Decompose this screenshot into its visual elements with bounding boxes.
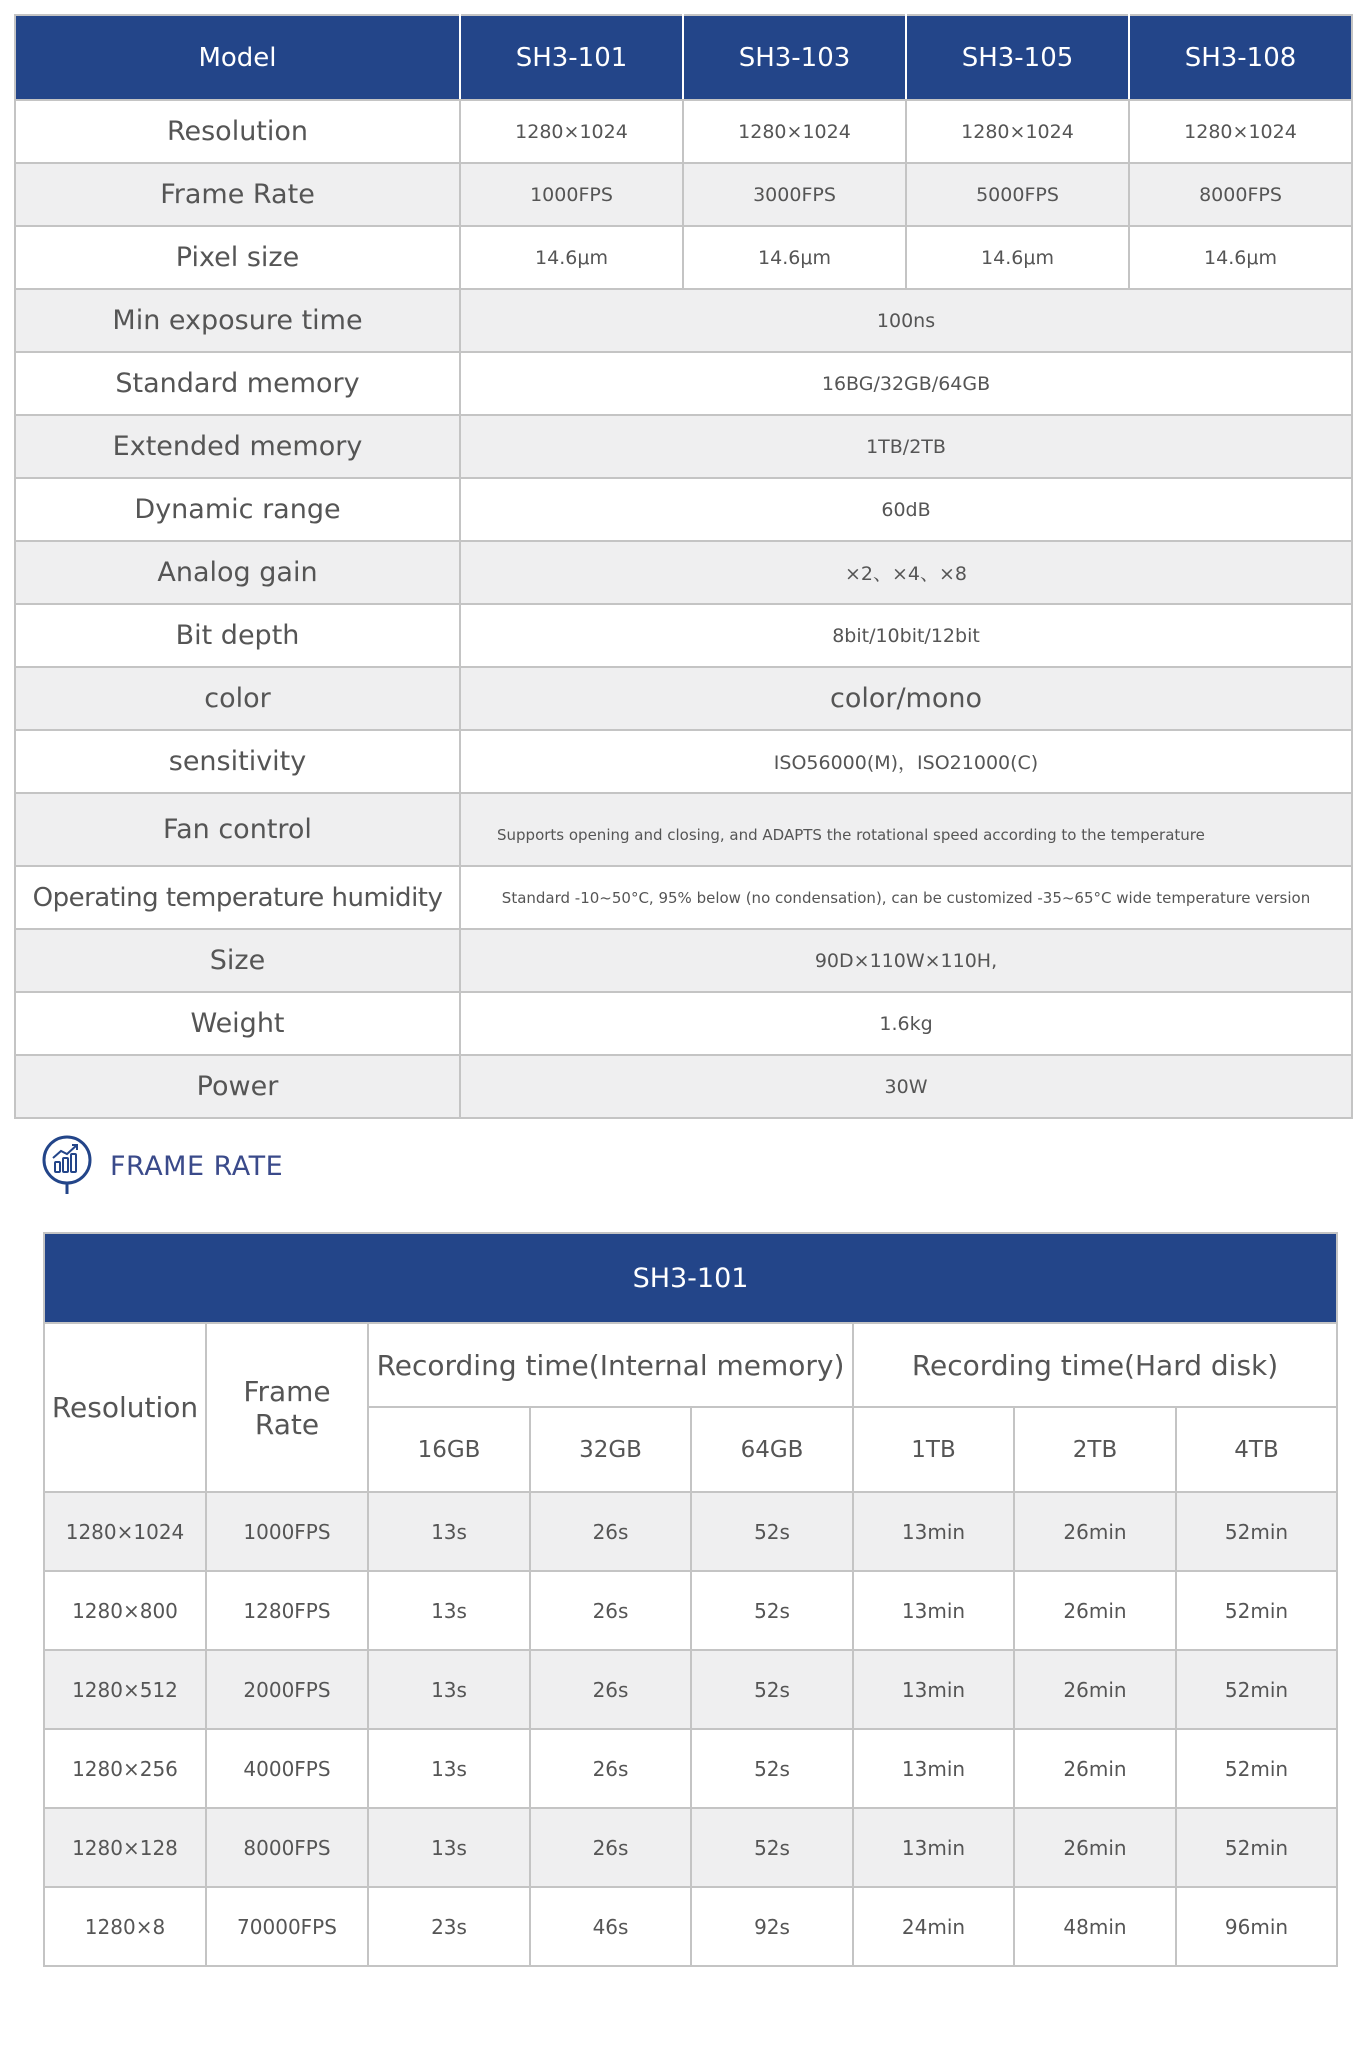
cell-time: 52s xyxy=(691,1650,853,1729)
cell-time: 13s xyxy=(368,1729,530,1808)
spec-row-operating-temp xyxy=(15,866,1352,929)
cell-time: 13s xyxy=(368,1571,530,1650)
model-header-row xyxy=(44,1233,1337,1323)
model-sh3-105: SH3-105 xyxy=(906,15,1129,100)
cell-time: 52min xyxy=(1176,1571,1337,1650)
row-label: Operating temperature humidity xyxy=(15,866,460,929)
cell-time: 52s xyxy=(691,1729,853,1808)
cell-value: ×2、×4、×8 xyxy=(460,541,1352,604)
cell-value: 1280×1024 xyxy=(460,100,683,163)
group-header-row xyxy=(44,1323,1337,1407)
cell-time: 13min xyxy=(853,1492,1014,1571)
row-label: Frame Rate xyxy=(15,163,460,226)
cell-time: 52s xyxy=(691,1808,853,1887)
cell-value: 8bit/10bit/12bit xyxy=(460,604,1352,667)
table-row xyxy=(44,1729,1337,1808)
spec-row-sensitivity xyxy=(15,730,1352,793)
cell-frame-rate: 4000FPS xyxy=(206,1729,368,1808)
cell-time: 13min xyxy=(853,1729,1014,1808)
spec-row-bit-depth xyxy=(15,604,1352,667)
cell-frame-rate: 8000FPS xyxy=(206,1808,368,1887)
cell-value: 1000FPS xyxy=(460,163,683,226)
cell-value: 100ns xyxy=(460,289,1352,352)
cell-resolution: 1280×800 xyxy=(44,1571,206,1650)
cell-time: 46s xyxy=(530,1887,691,1966)
spec-row-power xyxy=(15,1055,1352,1118)
cell-resolution: 1280×512 xyxy=(44,1650,206,1729)
table-row xyxy=(44,1808,1337,1887)
sub-header-32gb: 32GB xyxy=(530,1407,691,1492)
row-label: Weight xyxy=(15,992,460,1055)
spec-row-min-exposure xyxy=(15,289,1352,352)
row-label: Fan control xyxy=(15,793,460,866)
spec-row-extended-memory xyxy=(15,415,1352,478)
cell-time: 13s xyxy=(368,1650,530,1729)
row-label: Pixel size xyxy=(15,226,460,289)
cell-frame-rate: 1280FPS xyxy=(206,1571,368,1650)
model-sh3-103: SH3-103 xyxy=(683,15,906,100)
cell-value: 1280×1024 xyxy=(683,100,906,163)
table-row xyxy=(44,1650,1337,1729)
cell-time: 23s xyxy=(368,1887,530,1966)
cell-time: 13min xyxy=(853,1650,1014,1729)
row-label: Analog gain xyxy=(15,541,460,604)
cell-time: 13s xyxy=(368,1492,530,1571)
cell-time: 26min xyxy=(1014,1650,1176,1729)
sub-header-4tb: 4TB xyxy=(1176,1407,1337,1492)
frame-rate-table xyxy=(43,1232,1338,1967)
cell-value: 1280×1024 xyxy=(906,100,1129,163)
model-header: Model xyxy=(15,15,460,100)
cell-value: 14.6μm xyxy=(683,226,906,289)
cell-time: 26s xyxy=(530,1808,691,1887)
cell-value: 3000FPS xyxy=(683,163,906,226)
sub-header-16gb: 16GB xyxy=(368,1407,530,1492)
model-sh3-108: SH3-108 xyxy=(1129,15,1352,100)
spec-row-resolution xyxy=(15,100,1352,163)
spec-row-size xyxy=(15,929,1352,992)
cell-value: 8000FPS xyxy=(1129,163,1352,226)
cell-value: 1280×1024 xyxy=(1129,100,1352,163)
spec-table xyxy=(14,14,1353,1119)
cell-time: 26min xyxy=(1014,1571,1176,1650)
table-row xyxy=(44,1571,1337,1650)
cell-value: 14.6μm xyxy=(1129,226,1352,289)
spec-header-row xyxy=(15,15,1352,100)
spec-row-analog-gain xyxy=(15,541,1352,604)
row-label: color xyxy=(15,667,460,730)
spec-row-weight xyxy=(15,992,1352,1055)
cell-value: 14.6μm xyxy=(906,226,1129,289)
cell-resolution: 1280×128 xyxy=(44,1808,206,1887)
frame-rate-header: Frame Rate xyxy=(206,1323,368,1492)
cell-value: 1.6kg xyxy=(460,992,1352,1055)
model-sh3-101: SH3-101 xyxy=(460,15,683,100)
cell-time: 24min xyxy=(853,1887,1014,1966)
cell-time: 26min xyxy=(1014,1492,1176,1571)
spec-row-frame-rate xyxy=(15,163,1352,226)
cell-value: Supports opening and closing, and ADAPTS the rotational speed according to the temperature xyxy=(460,793,1352,866)
cell-resolution: 1280×8 xyxy=(44,1887,206,1966)
cell-value: 1TB/2TB xyxy=(460,415,1352,478)
row-label: Min exposure time xyxy=(15,289,460,352)
frame-rate-heading xyxy=(40,1136,283,1196)
sub-header-64gb: 64GB xyxy=(691,1407,853,1492)
spec-row-pixel-size xyxy=(15,226,1352,289)
row-label: Extended memory xyxy=(15,415,460,478)
cell-value: 90D×110W×110H, xyxy=(460,929,1352,992)
spec-row-color xyxy=(15,667,1352,730)
cell-time: 13s xyxy=(368,1808,530,1887)
cell-value: 60dB xyxy=(460,478,1352,541)
internal-memory-group: Recording time(Internal memory) xyxy=(368,1323,853,1407)
cell-value: color/mono xyxy=(460,667,1352,730)
cell-time: 48min xyxy=(1014,1887,1176,1966)
cell-time: 96min xyxy=(1176,1887,1337,1966)
cell-resolution: 1280×1024 xyxy=(44,1492,206,1571)
cell-time: 52min xyxy=(1176,1729,1337,1808)
cell-value: 5000FPS xyxy=(906,163,1129,226)
cell-time: 13min xyxy=(853,1808,1014,1887)
spec-row-standard-memory xyxy=(15,352,1352,415)
cell-value: Standard -10~50°C, 95% below (no condensation), can be customized -35~65°C wide temperature version xyxy=(460,866,1352,929)
cell-time: 52s xyxy=(691,1571,853,1650)
cell-time: 26s xyxy=(530,1492,691,1571)
cell-resolution: 1280×256 xyxy=(44,1729,206,1808)
row-label: Standard memory xyxy=(15,352,460,415)
cell-value: ISO56000(M)，ISO21000(C) xyxy=(460,730,1352,793)
cell-time: 52min xyxy=(1176,1492,1337,1571)
table-row xyxy=(44,1887,1337,1966)
cell-frame-rate: 1000FPS xyxy=(206,1492,368,1571)
cell-time: 26s xyxy=(530,1571,691,1650)
section-title: FRAME RATE xyxy=(110,1150,284,1182)
cell-time: 52min xyxy=(1176,1808,1337,1887)
cell-value: 30W xyxy=(460,1055,1352,1118)
cell-time: 52min xyxy=(1176,1650,1337,1729)
table-row xyxy=(44,1492,1337,1571)
row-label: sensitivity xyxy=(15,730,460,793)
cell-time: 26min xyxy=(1014,1808,1176,1887)
hard-disk-group: Recording time(Hard disk) xyxy=(853,1323,1337,1407)
spec-row-dynamic-range xyxy=(15,478,1352,541)
chart-magnifier-icon xyxy=(40,1133,94,1199)
cell-time: 92s xyxy=(691,1887,853,1966)
row-label: Resolution xyxy=(15,100,460,163)
cell-time: 52s xyxy=(691,1492,853,1571)
spec-row-fan-control xyxy=(15,793,1352,866)
cell-time: 26s xyxy=(530,1650,691,1729)
row-label: Bit depth xyxy=(15,604,460,667)
row-label: Power xyxy=(15,1055,460,1118)
cell-time: 26min xyxy=(1014,1729,1176,1808)
cell-time: 26s xyxy=(530,1729,691,1808)
model-name: SH3-101 xyxy=(44,1233,1337,1323)
resolution-header: Resolution xyxy=(44,1323,206,1492)
sub-header-1tb: 1TB xyxy=(853,1407,1014,1492)
sub-header-2tb: 2TB xyxy=(1014,1407,1176,1492)
row-label: Size xyxy=(15,929,460,992)
cell-time: 13min xyxy=(853,1571,1014,1650)
row-label: Dynamic range xyxy=(15,478,460,541)
cell-value: 14.6μm xyxy=(460,226,683,289)
cell-frame-rate: 70000FPS xyxy=(206,1887,368,1966)
cell-value: 16BG/32GB/64GB xyxy=(460,352,1352,415)
cell-frame-rate: 2000FPS xyxy=(206,1650,368,1729)
